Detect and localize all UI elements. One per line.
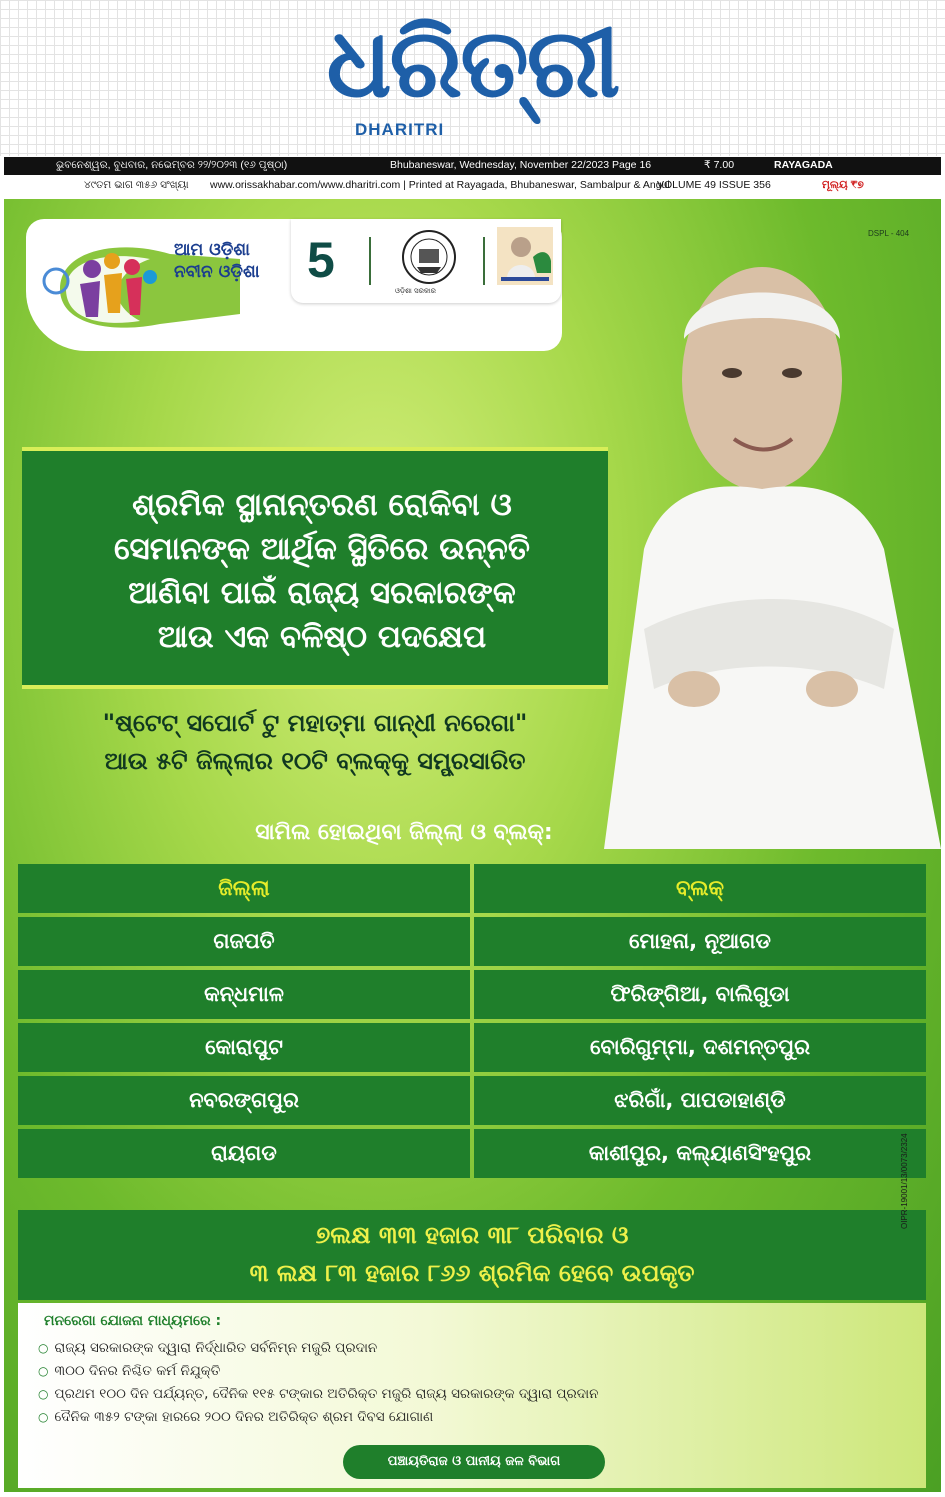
- ama-odisha-tagline: [174, 239, 259, 283]
- column-header-district: ଜିଲ୍ଲା: [18, 864, 470, 913]
- dateline-bar: [4, 157, 941, 175]
- block-cell: ଝରିଗାଁ, ପାପଡାହାଣ୍ଡି: [474, 1076, 926, 1125]
- scheme-benefits-panel: [18, 1303, 926, 1488]
- issue-bar: [4, 176, 941, 196]
- table-caption: ସାମିଲ ହୋଇଥିବା ଜିଲ୍ଲା ଓ ବ୍ଲକ୍:: [255, 820, 553, 845]
- dateline-odia: ଭୁବନେଶ୍ୱର, ବୁଧବାର, ନଭେମ୍ବର ୨୨/୨୦୨୩ (୧୬ ପୃଷ୍ଠା): [56, 159, 288, 171]
- department-label: ପଞ୍ଚାୟତିରାଜ ଓ ପାନୀୟ ଜଳ ବିଭାଗ: [343, 1445, 605, 1479]
- headline: [52, 483, 592, 659]
- headline-band: [22, 447, 608, 689]
- emblem-caption: ଓଡ଼ିଶା ସରକାର: [395, 287, 436, 295]
- bullets-title: ମନରେଗା ଯୋଜନା ମାଧ୍ୟମରେ :: [44, 1313, 222, 1329]
- subhead-line: ଆଉ ୫ଟି ଜିଲ୍ଲାର ୧୦ଟି ବ୍ଲକ୍‌କୁ ସମ୍ପ୍ରସାରିତ: [104, 747, 526, 775]
- list-item: ○ ଦୈନିକ ୩୫୨ ଟଙ୍କା ହାରରେ ୨୦୦ ଦିନର ଅତିରିକ୍ତ ଶ୍ରମ ଦିବସ ଯୋଗାଣ: [38, 1406, 598, 1429]
- table-row: [18, 1129, 926, 1178]
- issue-odia: ୪୯ତମ ଭାଗ ୩୫୬ ସଂଖ୍ୟା: [84, 179, 189, 191]
- district-cell: ରାୟଗଡ: [18, 1129, 470, 1178]
- website-print-info: www.orissakhabar.com/www.dharitri.com | Printed at Rayagada, Bhubaneswar, Sambalpur & Angul: [210, 179, 670, 191]
- divider: [483, 237, 485, 285]
- headline-line: ଆଉ ଏକ ବଳିଷ୍ଠ ପଦକ୍ଷେପ: [157, 619, 487, 655]
- district-cell: ନବରଙ୍ଗପୁର: [18, 1076, 470, 1125]
- price: ₹ 7.00: [704, 159, 735, 171]
- t5-logo-icon: 5: [307, 232, 335, 288]
- table-row: [18, 1076, 926, 1125]
- price-odia: ମୂଲ୍ୟ ₹୭: [822, 179, 864, 191]
- block-cell: କାଶୀପୁର, କଲ୍ୟାଣସିଂହପୁର: [474, 1129, 926, 1178]
- logo-subtitle: DHARITRI: [355, 120, 445, 139]
- odisha-emblem-icon: [399, 227, 459, 287]
- volume-issue: VOLUME 49 ISSUE 356: [657, 179, 771, 191]
- district-cell: ଗଜପତି: [18, 917, 470, 966]
- mgnrega-logo-icon: [497, 227, 553, 285]
- dateline-english: Bhubaneswar, Wednesday, November 22/2023 Page 16: [390, 159, 652, 171]
- chief-minister-portrait: [584, 249, 941, 849]
- benefit-line: ୭ଲକ୍ଷ ୩୩ ହଜାର ୩୮ ପରିବାର ଓ: [315, 1221, 629, 1249]
- block-cell: ବୋରିଗୁମ୍ମା, ଦଶମନ୍ତପୁର: [474, 1023, 926, 1072]
- district-block-table: [18, 864, 926, 1182]
- government-advertisement: [4, 199, 941, 1492]
- subhead-line: "ଷ୍ଟେଟ୍ ସପୋର୍ଟ ଟୁ ମହାତ୍ମା ଗାନ୍ଧୀ ନରେଗା": [102, 709, 528, 737]
- oipr-code: OIPR-19001/13/0073/2324: [900, 1133, 909, 1229]
- tagline-line-1: ଆମ ଓଡ଼ିଶା: [174, 240, 250, 260]
- logo-strip: [291, 219, 561, 303]
- edition-label: RAYAGADA: [774, 159, 833, 171]
- subheadline: [22, 704, 608, 780]
- tagline-line-2: ନବୀନ ଓଡ଼ିଶା: [174, 262, 260, 282]
- divider: [369, 237, 371, 285]
- logo-title: ଧରିତ୍ରୀ: [326, 7, 619, 119]
- table-row: [18, 1023, 926, 1072]
- list-item: ○ ୩୦୦ ଦିନର ନିଶ୍ଚିତ କର୍ମ ନିଯୁକ୍ତି: [38, 1360, 598, 1383]
- ad-code: DSPL - 404: [868, 229, 910, 238]
- dharitri-logo[interactable]: [300, 4, 645, 154]
- block-cell: ଫିରିଙ୍ଗିଆ, ବାଲିଗୁଡା: [474, 970, 926, 1019]
- column-header-block: ବ୍ଲକ୍: [474, 864, 926, 913]
- table-row: [18, 917, 926, 966]
- headline-line: ସେମାନଙ୍କ ଆର୍ଥିକ ସ୍ଥିତିରେ ଉନ୍ନତି: [114, 531, 530, 567]
- district-cell: କୋରାପୁଟ: [18, 1023, 470, 1072]
- benefit-line: ୩ ଲକ୍ଷ ୮୩ ହଜାର ୮୬୬ ଶ୍ରମିକ ହେବେ ଉପକୃତ: [249, 1259, 695, 1287]
- headline-line: ଶ୍ରମିକ ସ୍ଥାନାନ୍ତରଣ ରୋକିବା ଓ: [132, 487, 512, 523]
- table-row: [18, 970, 926, 1019]
- benefit-list: [38, 1337, 598, 1429]
- list-item: ○ ରାଜ୍ୟ ସରକାରଙ୍କ ଦ୍ୱାରା ନିର୍ଦ୍ଧାରିତ ସର୍ବନିମ୍ନ ମଜୁରି ପ୍ରଦାନ: [38, 1337, 598, 1360]
- table-header-row: [18, 864, 926, 913]
- block-cell: ମୋହନା, ନୂଆଗଡ: [474, 917, 926, 966]
- beneficiaries-band: [18, 1210, 926, 1300]
- list-item: ○ ପ୍ରଥମ ୧୦୦ ଦିନ ପର୍ଯ୍ୟନ୍ତ, ଦୈନିକ ୧୧୫ ଟଙ୍କାର ଅତିରିକ୍ତ ମଜୁରି ରାଜ୍ୟ ସରକାରଙ୍କ ଦ୍ୱାରା ପ୍ରଦାନ: [38, 1383, 598, 1406]
- headline-line: ଆଣିବା ପାଇଁ ରାଜ୍ୟ ସରକାରଙ୍କ: [128, 575, 516, 611]
- district-cell: କନ୍ଧମାଳ: [18, 970, 470, 1019]
- masthead: [0, 0, 945, 156]
